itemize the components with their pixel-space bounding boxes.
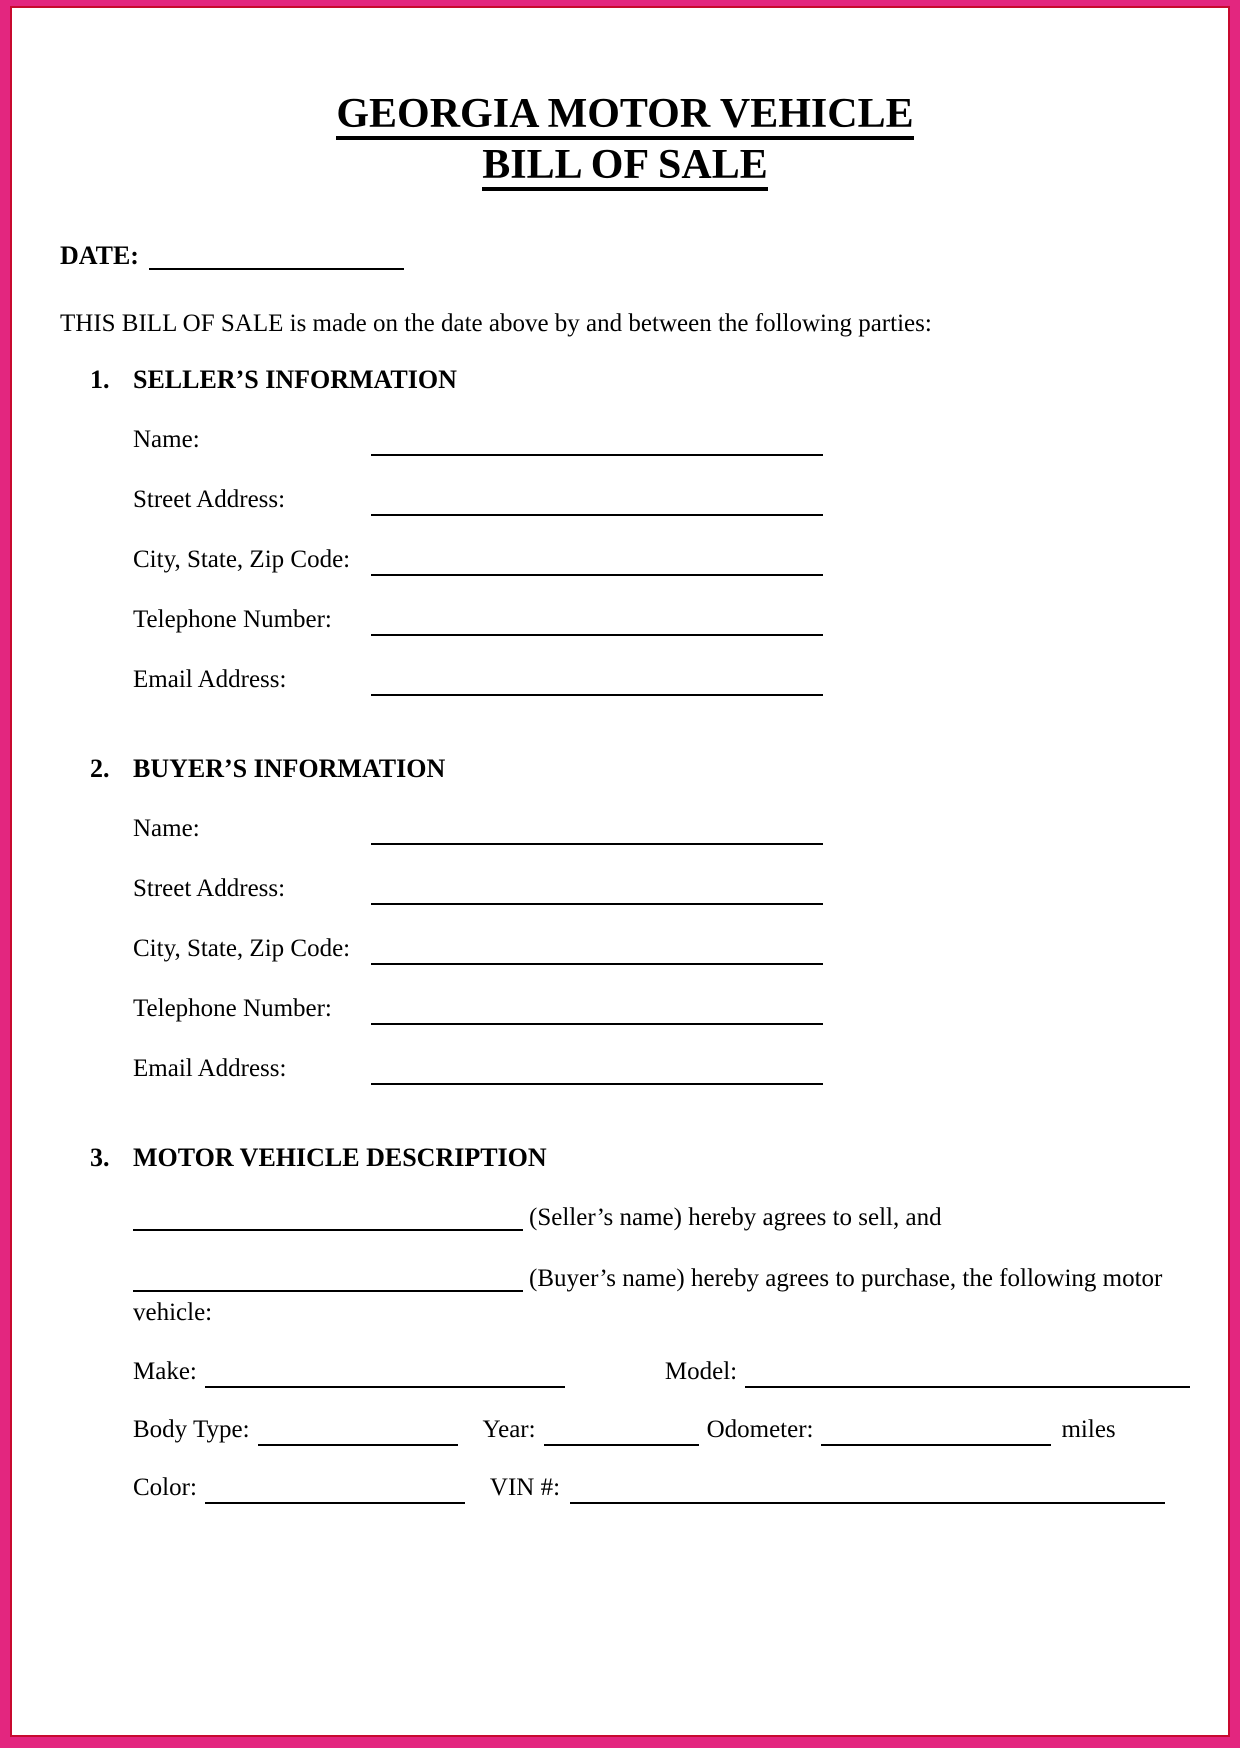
- odometer-blank-line[interactable]: [821, 1442, 1051, 1446]
- odometer-label: Odometer:: [706, 1416, 814, 1443]
- buyer-fields: [133, 813, 1190, 1085]
- make-label: Make:: [133, 1358, 197, 1385]
- buyer-street-address-blank-line[interactable]: [371, 901, 823, 905]
- buyer-name-row: [133, 813, 1190, 845]
- buyer-telephone-row: [133, 993, 1190, 1025]
- buyer-telephone-label: Telephone Number:: [133, 995, 332, 1022]
- seller-street-address-blank-line[interactable]: [371, 512, 823, 516]
- buyer-city-state-zip-row: [133, 933, 1190, 965]
- intro-paragraph: THIS BILL OF SALE is made on the date above by and between the following parties:: [60, 310, 932, 337]
- make-blank-line[interactable]: [205, 1384, 565, 1388]
- make-model-row: [133, 1356, 1190, 1388]
- buyer-name-label: Name:: [133, 815, 200, 842]
- seller-city-state-zip-row: [133, 544, 1190, 576]
- seller-city-state-zip-label: City, State, Zip Code:: [133, 546, 351, 573]
- document-content: [60, 8, 1190, 1735]
- year-label: Year:: [482, 1416, 536, 1443]
- seller-street-address-row: [133, 484, 1190, 516]
- seller-name-row: [133, 424, 1190, 456]
- vin-blank-line[interactable]: [570, 1500, 1165, 1504]
- title-line-2-text: BILL OF SALE: [482, 143, 768, 191]
- color-vin-row: [133, 1472, 1190, 1504]
- date-label: DATE:: [60, 241, 139, 270]
- document-page: [10, 6, 1230, 1737]
- seller-section-heading: [60, 364, 1190, 396]
- title-line-1: [60, 92, 1190, 143]
- color-label: Color:: [133, 1474, 197, 1501]
- buyer-email-row: [133, 1053, 1190, 1085]
- buyer-section-heading: [60, 753, 1190, 785]
- date-blank-line[interactable]: [149, 254, 404, 270]
- body-type-blank-line[interactable]: [258, 1442, 458, 1446]
- buyer-email-label: Email Address:: [133, 1055, 287, 1082]
- buyer-clause-text: (Buyer’s name) hereby agrees to purchase, the following motor vehicle:: [133, 1265, 1163, 1326]
- buyer-name-blank-line[interactable]: [371, 841, 823, 845]
- color-blank-line[interactable]: [205, 1500, 465, 1504]
- seller-telephone-label: Telephone Number:: [133, 606, 332, 633]
- seller-email-blank-line[interactable]: [371, 692, 823, 696]
- buyer-city-state-zip-label: City, State, Zip Code:: [133, 935, 351, 962]
- seller-clause-row: [133, 1202, 1190, 1234]
- buyer-name-clause-blank-line[interactable]: [133, 1276, 523, 1292]
- vehicle-section-heading: [60, 1142, 1190, 1174]
- date-row: [60, 240, 1190, 272]
- seller-telephone-row: [133, 604, 1190, 636]
- document-title: [60, 92, 1190, 194]
- title-line-1-text: GEORGIA MOTOR VEHICLE: [336, 92, 913, 140]
- buyer-section-number: 2.: [90, 754, 110, 783]
- seller-email-row: [133, 664, 1190, 696]
- seller-name-clause-blank-line[interactable]: [133, 1215, 523, 1231]
- buyer-telephone-blank-line[interactable]: [371, 1021, 823, 1025]
- vin-label: VIN #:: [489, 1474, 561, 1501]
- buyer-email-blank-line[interactable]: [371, 1081, 823, 1085]
- buyer-street-address-row: [133, 873, 1190, 905]
- seller-street-address-label: Street Address:: [133, 486, 286, 513]
- year-blank-line[interactable]: [544, 1442, 699, 1446]
- buyer-city-state-zip-blank-line[interactable]: [371, 961, 823, 965]
- seller-clause-text: (Seller’s name) hereby agrees to sell, and: [529, 1204, 942, 1231]
- seller-city-state-zip-blank-line[interactable]: [371, 572, 823, 576]
- buyer-section-title: BUYER’S INFORMATION: [133, 754, 446, 783]
- seller-email-label: Email Address:: [133, 666, 287, 693]
- model-label: Model:: [664, 1358, 738, 1385]
- miles-label: miles: [1061, 1416, 1116, 1443]
- seller-fields: [133, 424, 1190, 696]
- seller-section-number: 1.: [90, 365, 110, 394]
- seller-telephone-blank-line[interactable]: [371, 632, 823, 636]
- buyer-clause-row: [133, 1262, 1190, 1330]
- body-year-odometer-row: [133, 1414, 1190, 1446]
- seller-name-label: Name:: [133, 426, 200, 453]
- buyer-street-address-label: Street Address:: [133, 875, 286, 902]
- seller-section-title: SELLER’S INFORMATION: [133, 365, 457, 394]
- body-type-label: Body Type:: [133, 1416, 250, 1443]
- title-line-2: [60, 143, 1190, 194]
- vehicle-section-number: 3.: [90, 1143, 110, 1172]
- model-blank-line[interactable]: [745, 1384, 1190, 1388]
- seller-name-blank-line[interactable]: [371, 452, 823, 456]
- vehicle-section-title: MOTOR VEHICLE DESCRIPTION: [133, 1143, 547, 1172]
